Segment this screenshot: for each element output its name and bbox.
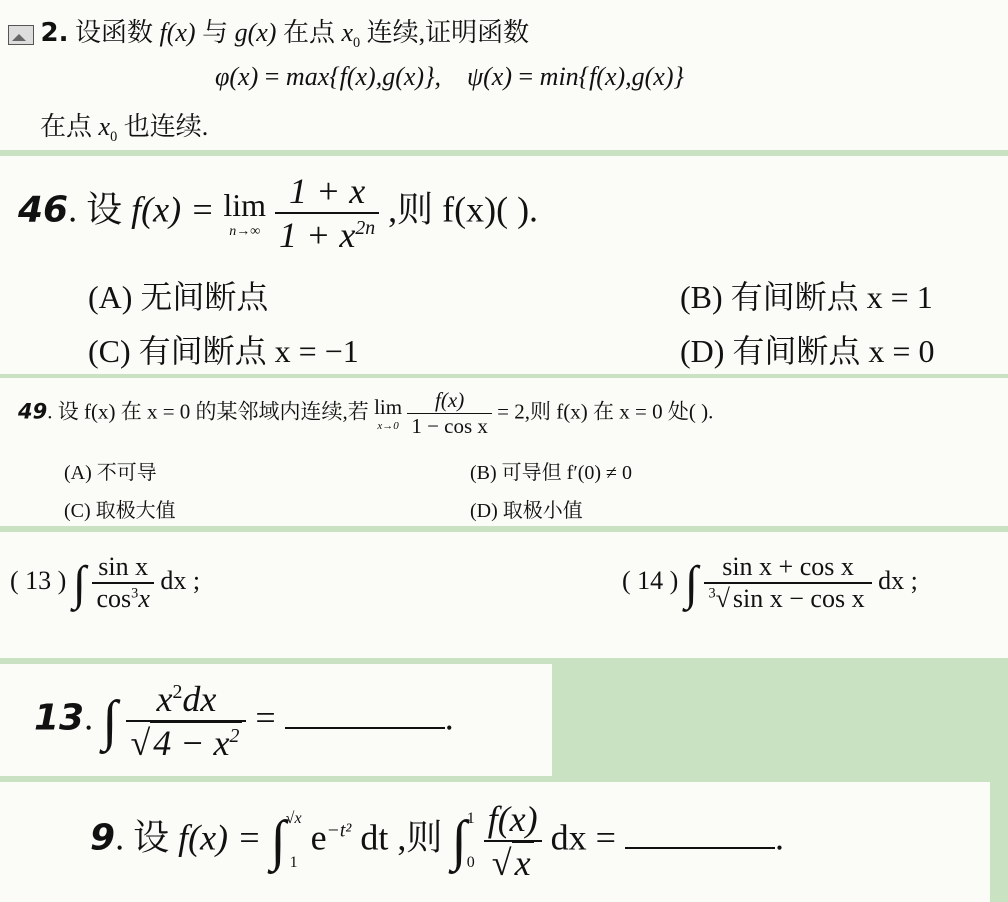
denominator: $^3$√ sin x − cos x [704,582,871,614]
text: 设函数 [74,18,153,47]
option-b: (B) 有间断点 x = 1 [680,279,933,315]
dx: dx [182,679,217,719]
math-x0: x [98,112,111,141]
period: . [774,817,784,858]
equals: = [264,62,280,91]
math-fx: f(x) [159,18,196,47]
exponent: −t² [326,819,352,842]
math-max: max{f(x),g(x)}, [285,62,441,91]
superscript: 2n [355,217,376,239]
math-min: min{f(x),g(x)} [539,62,684,91]
den-var: x [138,584,150,613]
numerator: sin x + cos x [722,552,854,581]
text: 与 [202,18,229,47]
equals: = [255,697,276,738]
problem-13-item [10,552,200,614]
text: dx = [550,817,616,858]
radicand: sin x − cos x [730,582,868,613]
dx: dx ; [878,565,918,595]
integral-sign: ∫ [451,810,467,872]
fraction [704,552,871,614]
upper-limit: 1 [466,810,475,827]
numerator: 1 + x [288,171,366,211]
text: 设 [133,817,170,858]
math-gx: g(x) [234,18,277,47]
fraction [275,170,379,256]
problem-49-stem: 49. 设 f(x) 在 x = 0 的某邻域内连续,若 lim x→0 $\frac{f(x)}{\text{1 − cos x}}$ = 2,则 f(x) 在 x = 0 处( ). [18,388,714,438]
text: dt ,则 [360,817,443,858]
limit-operator [223,187,266,240]
problem-2-panel [0,0,1008,150]
answer-blank [625,847,775,849]
subscript: 0 [353,35,361,52]
problem-46-stem: 46. 设 f(x) = lim n→∞ $\frac{1 + x}{1 + x^{2n}}$ ,则 f(x)( ). [18,171,539,255]
problem-number: 46 [18,189,69,231]
text: 设 f(x) 在 x = 0 的某邻域内连续,若 [57,399,369,424]
problem-13-14-panel [0,532,1008,658]
den-text: 1 + x [279,215,356,255]
numerator [126,678,246,720]
numerator: sin x [98,552,149,581]
den-text: cos [96,584,132,613]
lower-limit: 0 [466,854,475,871]
option-a: (A) 不可导 [64,462,157,484]
lim-subscript: x→0 [377,420,399,432]
problem-2-line3 [40,106,208,146]
image-icon [8,25,34,45]
equals: = [518,62,534,91]
problem-9-stem: 9. 设 f(x) = ∫ √x 1 $e^{-t^2}$ dt ,则 ∫ 1 0 $\frac{f(x)}{√x}$ dx = . [90,799,784,883]
problem-number: 13 [34,697,85,739]
option-c: (C) 有间断点 x = −1 [88,333,359,369]
integral-sign: ∫ [102,690,118,752]
integral-limits [286,810,302,872]
option-c: (C) 取极大值 [64,500,176,522]
superscript: 2 [229,725,240,747]
math-fx: f(x) = [178,817,262,858]
lim-text: lim [223,186,267,223]
numerator: f(x) [435,388,465,412]
integral-sign: ∫ [270,810,286,872]
option-d: (D) 有间断点 x = 0 [680,333,935,369]
fraction [126,678,246,764]
subscript: 0 [110,129,118,146]
dx: dx ; [160,565,201,595]
text: = 2,则 f(x) 在 x = 0 处( ). [497,399,714,424]
math-phi: φ(x) [215,62,259,91]
problem-number: 9 [90,817,116,859]
radicand-text: 4 − x [153,723,230,763]
fraction [92,552,153,614]
item-label: ( 14 ) [622,565,679,595]
option-b: (B) 可导但 f′(0) ≠ 0 [470,462,632,484]
text: 在点 [40,112,93,141]
period: . [444,697,454,738]
item-label: ( 13 ) [10,565,67,595]
root-index: 3 [708,585,716,602]
fraction [407,388,492,439]
text: 也连续. [123,112,209,141]
denominator [92,582,153,614]
option-d: (D) 取极小值 [470,500,583,522]
num-var: x [156,679,173,719]
superscript: 3 [131,585,139,602]
problem-9-panel [0,782,990,902]
integral-sign: ∫ [684,556,698,610]
fraction [484,798,542,884]
problem-13-stem: 13. ∫ $\frac{x^2dx}{√4 - x^2}$ = . [34,679,454,763]
denominator [275,212,379,256]
math-x0: x [341,18,354,47]
text: 连续,证明函数 [366,18,530,47]
problem-2-formula [215,62,684,92]
answer-blank [285,727,445,729]
denominator: √x [484,840,542,884]
numerator: f(x) [487,799,538,839]
text: 设 [86,189,123,230]
problem-14-item [622,552,918,614]
integral-sign: ∫ [72,556,86,610]
problem-number: 2. [40,18,69,48]
problem-49-panel [0,378,1008,526]
problem-46-panel [0,156,1008,374]
integral-limits [467,810,475,872]
text: ,则 f(x)( ). [388,189,539,230]
lim-text: lim [374,395,403,419]
problem-2-line1 [8,12,529,52]
upper-limit: √x [285,810,302,827]
denominator: 1 − cos x [407,413,492,439]
problem-number: 49 [18,399,48,424]
radicand [150,721,242,763]
math-psi: ψ(x) [466,62,512,91]
problem-13-fill-panel [0,664,552,776]
option-a: (A) 无间断点 [88,279,269,315]
lim-subscript: n→∞ [229,223,261,239]
lower-limit: 1 [289,854,298,871]
radicand: x [512,841,534,883]
superscript: 2 [172,681,183,703]
integrand: e [310,817,327,858]
math-fx: f(x) = [131,189,215,230]
limit-operator [374,395,402,432]
text: 在点 [282,18,335,47]
denominator: $√4 - x^2$ [126,720,246,764]
